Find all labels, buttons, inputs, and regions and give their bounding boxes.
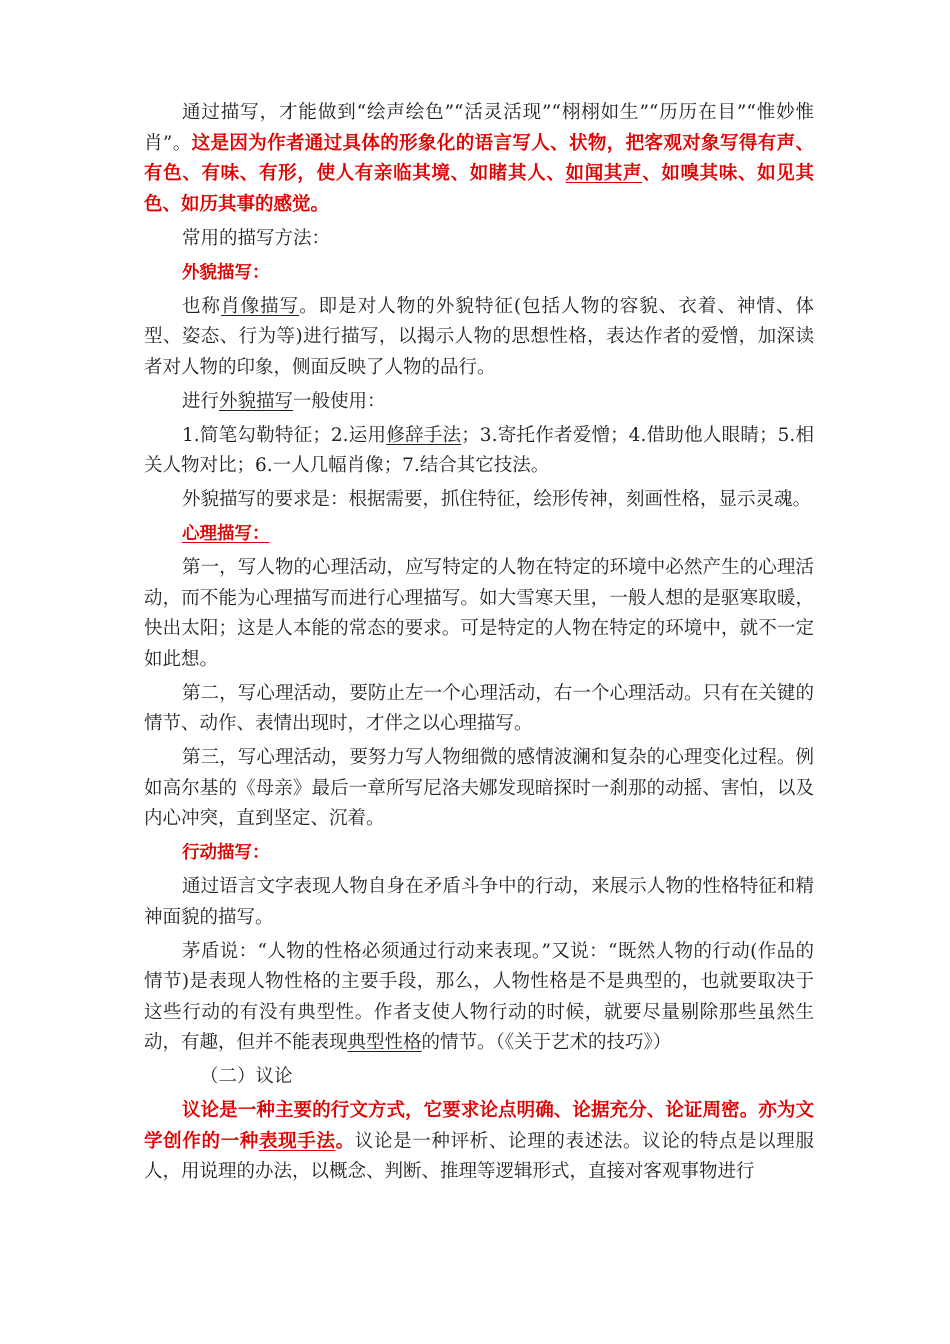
intro-plain-text: 通过描写，才能做到“绘声绘色”“活灵活现”“栩栩如生”“历历在目”“惟妙惟肖”。 [144, 102, 814, 154]
typical-character-link[interactable]: 典型性格 [347, 1032, 422, 1053]
discussion-plain-text: 议论是一种评析、论理的表述法。议论的特点是以理服人，用说理的办法，以概念、判断、推理等逻辑形式，直接对客观事物进行 [144, 1130, 814, 1182]
psych-heading [144, 519, 814, 550]
text-segment: ；3.寄托作者爱憎；4.借助他人眼睛；5.相关人物对比；6.一人几幅肖像；7.结合其它技法。 [144, 424, 814, 476]
appearance-paragraph-1 [144, 292, 814, 384]
appearance-heading [144, 258, 814, 289]
action-heading-text: 行动描写： [182, 843, 270, 863]
appearance-paragraph-3 [144, 421, 814, 482]
discussion-emphasis-text: 议论是一种主要的行文方式，它要求论点明确、论据充分、论证周密。亦为文学创作的一种 [144, 1100, 814, 1152]
document-page [144, 98, 814, 1191]
text-segment: 1.简笔勾勒特征；2.运用 [182, 424, 387, 446]
text-segment: 。即是对人物的外貌特征(包括人物的容貌、衣着、神情、体型、姿态、行为等)进行描写，以揭示人物的思想性格，表达作者的爱憎，加深读者对人物的印象，侧面反映了人物的品行。 [144, 295, 814, 378]
appearance-paragraph-4: 外貌描写的要求是：根据需要，抓住特征，绘形传神，刻画性格，显示灵魂。 [182, 489, 812, 510]
text-segment: 茅盾说：“人物的性格必须通过行动来表现。”又说：“既然人物的行动(作品的情节)是表现人物性格的主要手段，那么，人物性格是不是典型的，也就要取决于这些行动的有没有典型性。作者支使人物行动的时候，就要尽量剔除那些虽然生动，有趣，但并不能表现 [144, 940, 814, 1053]
action-paragraph-2 [144, 937, 814, 1059]
intro-underlined-link[interactable]: 如闻其声 [565, 163, 643, 184]
rhetoric-link[interactable]: 修辞手法 [386, 424, 462, 446]
text-segment: 的情节。（《关于艺术的技巧》） [421, 1032, 672, 1053]
text-segment: 也称 [182, 295, 222, 317]
discussion-paragraph [144, 1096, 814, 1188]
psych-paragraph-1: 第一，写人物的心理活动，应写特定的人物在特定的环境中必然产生的心理活动，而不能为心理描写而进行心理描写。如大雪寒天里，一般人想的是驱寒取暖，快出太阳；这是人本能的常态的要求。可是特定的人物在特定的环境中，就不一定如此想。 [144, 557, 814, 670]
expression-technique-link[interactable]: 表现手法 [258, 1130, 336, 1152]
intro-emphasis-text-end: 、如嗅其味、如见其色、如历其事的感觉。 [144, 163, 814, 215]
intro-emphasis-text: 这是因为作者通过具体的形象化的语言写人、状物，把客观对象写得有声、有色、有味、有形，使人有亲临其境、如睹其人、 [144, 132, 814, 184]
appearance-heading-text: 外貌描写： [182, 262, 270, 283]
intro-paragraph [144, 98, 814, 220]
text-segment: 一般使用： [293, 390, 386, 412]
appearance-paragraph-2 [144, 387, 814, 418]
discussion-heading: （二）议论 [200, 1066, 293, 1087]
action-paragraph-1: 通过语言文字表现人物自身在矛盾斗争中的行动，来展示人物的性格特征和精神面貌的描写。 [144, 876, 814, 928]
text-segment: 。 [335, 1130, 355, 1152]
action-heading [144, 838, 814, 869]
psych-heading-text[interactable]: 心理描写： [182, 524, 270, 544]
appearance-description-link[interactable]: 外貌描写 [219, 390, 294, 412]
psych-paragraph-3: 第三，写心理活动，要努力写人物细微的感情波澜和复杂的心理变化过程。例如高尔基的《母亲》最后一章所写尼洛夫娜发现暗探时一刹那的动摇、害怕，以及内心冲突，直到坚定、沉着。 [144, 747, 814, 829]
portrait-description-link[interactable]: 肖像描写 [221, 295, 300, 317]
methods-intro: 常用的描写方法： [182, 227, 331, 249]
psych-paragraph-2: 第二，写心理活动，要防止左一个心理活动，右一个心理活动。只有在关键的情节、动作、表情出现时，才伴之以心理描写。 [144, 682, 814, 734]
text-segment: 进行 [182, 390, 220, 412]
